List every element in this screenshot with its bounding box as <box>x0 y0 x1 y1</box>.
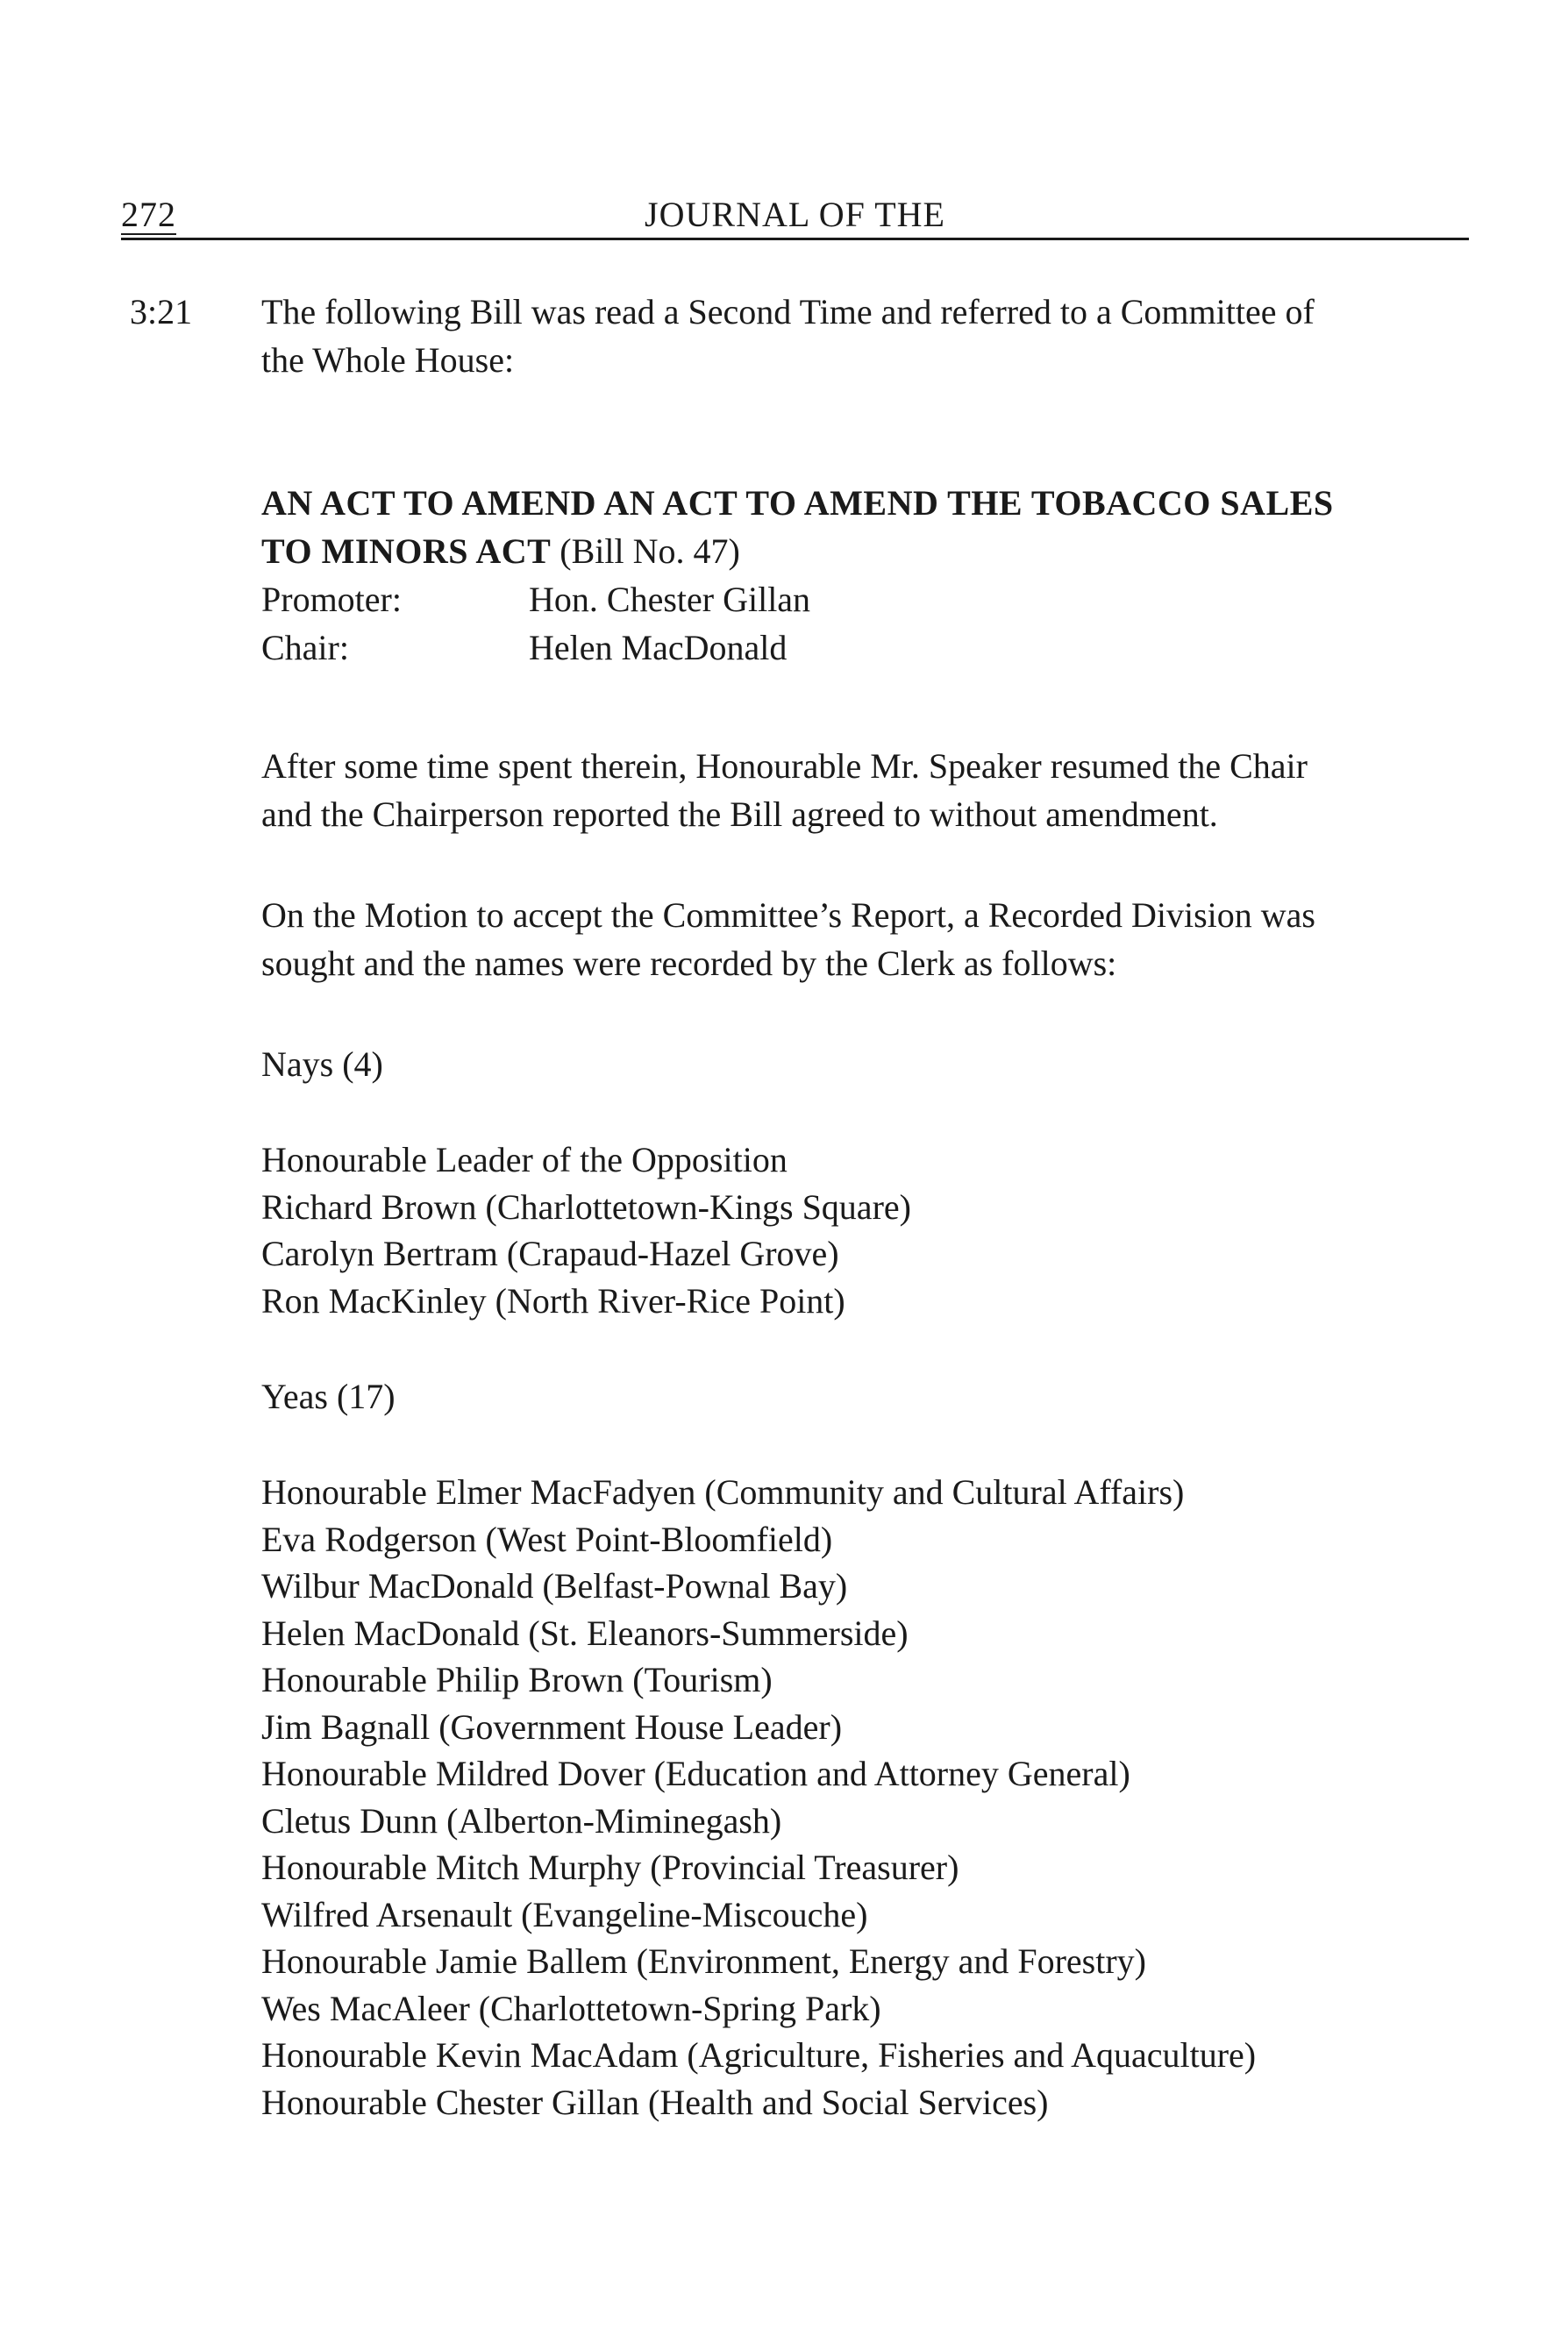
yea-member: Honourable Jamie Ballem (Environment, Energy and Forestry) <box>261 1941 1147 1981</box>
yea-member: Eva Rodgerson (West Point-Bloomfield) <box>261 1519 833 1559</box>
promoter-row <box>261 575 1480 623</box>
chair-row <box>261 623 1480 672</box>
yea-member: Helen MacDonald (St. Eleanors-Summerside) <box>261 1613 909 1653</box>
yea-member: Honourable Mitch Murphy (Provincial Treasurer) <box>261 1848 959 1887</box>
nays-heading: Nays (4) <box>261 1044 383 1084</box>
page-number: 272 <box>121 195 176 234</box>
entry-time: 3:21 <box>130 292 193 331</box>
nays-list <box>261 1136 1480 1324</box>
motion-line: On the Motion to accept the Committee’s Report, a Recorded Division was <box>261 895 1315 935</box>
nay-member: Richard Brown (Charlottetown-Kings Square) <box>261 1186 911 1227</box>
committee-line: and the Chairperson reported the Bill agreed to without amendment. <box>261 794 1218 834</box>
intro-paragraph <box>261 288 1480 384</box>
yea-member: Honourable Kevin MacAdam (Agriculture, Fisheries and Aquaculture) <box>261 2035 1257 2075</box>
chair-value: Helen MacDonald <box>529 628 788 667</box>
yeas-list <box>261 1469 1480 2126</box>
yea-member: Cletus Dunn (Alberton-Miminegash) <box>261 1800 782 1841</box>
yea-member: Jim Bagnall (Government House Leader) <box>261 1706 843 1747</box>
promoter-label: Promoter: <box>261 580 402 619</box>
bill-number: (Bill No. 47) <box>551 531 740 571</box>
bill-title-end: TO MINORS ACT <box>261 531 552 571</box>
yeas-heading: Yeas (17) <box>261 1377 396 1416</box>
yea-member: Wilbur MacDonald (Belfast-Pownal Bay) <box>261 1566 848 1606</box>
bill-title-line: AN ACT TO AMEND AN ACT TO AMEND THE TOBACCO SALES <box>261 483 1334 523</box>
motion-line: sought and the names were recorded by the Clerk as follows: <box>261 944 1117 983</box>
intro-line: The following Bill was read a Second Time and referred to a Committee of <box>261 292 1315 331</box>
promoter-value: Hon. Chester Gillan <box>529 580 811 619</box>
chair-label: Chair: <box>261 628 349 667</box>
yea-member: Honourable Mildred Dover (Education and Attorney General) <box>261 1754 1130 1793</box>
bill-block <box>261 479 1480 672</box>
entry-body <box>261 288 1480 2126</box>
motion-paragraph <box>261 891 1480 987</box>
nay-member: Carolyn Bertram (Crapaud-Hazel Grove) <box>261 1234 839 1273</box>
page-header <box>121 193 1469 237</box>
running-head: JOURNAL OF THE <box>645 195 945 234</box>
yea-member: Honourable Chester Gillan (Health and Social Services) <box>261 2082 1049 2122</box>
committee-line: After some time spent therein, Honourable Mr. Speaker resumed the Chair <box>261 746 1308 786</box>
bill-title-line-2 <box>261 527 1480 575</box>
yea-member: Honourable Philip Brown (Tourism) <box>261 1660 773 1699</box>
nay-member: Honourable Leader of the Opposition <box>261 1140 788 1179</box>
yea-member: Wes MacAleer (Charlottetown-Spring Park) <box>261 1988 881 2028</box>
yea-member: Honourable Elmer MacFadyen (Community and Cultural Affairs) <box>261 1472 1185 1512</box>
nay-member: Ron MacKinley (North River-Rice Point) <box>261 1280 845 1321</box>
header-rule <box>121 238 1469 240</box>
committee-paragraph <box>261 742 1480 838</box>
intro-line: the Whole House: <box>261 340 515 380</box>
yea-member: Wilfred Arsenault (Evangeline-Miscouche) <box>261 1894 868 1934</box>
